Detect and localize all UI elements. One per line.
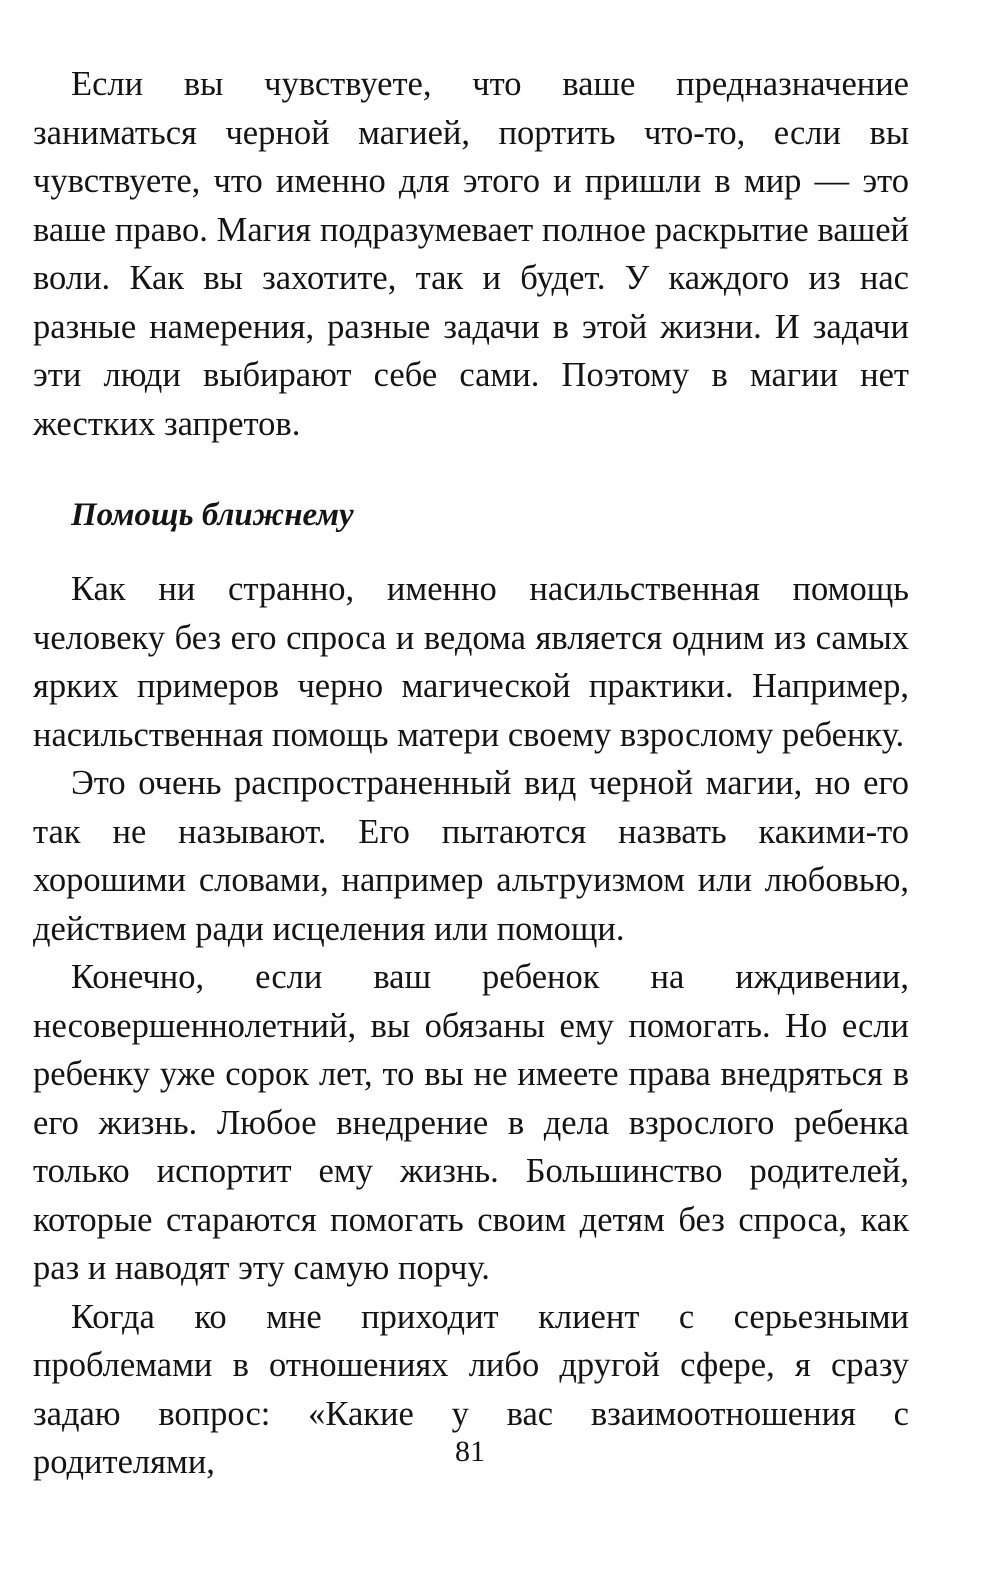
paragraph: Когда ко мне приходит клиент с серьезными проблемами в отношениях либо другой сфере, я сразу задаю вопрос: «Какие у вас взаимоотношения с родителями, bbox=[33, 1297, 909, 1481]
page-number: 81 bbox=[455, 1435, 485, 1468]
paragraph: Это очень распространенный вид черной магии, но его так не называют. Его пытаются назвать какими-то хорошими словами, например альтруизмом или любовью, действием ради исцеления или помощи. bbox=[33, 764, 909, 948]
paragraph: Конечно, если ваш ребенок на иждивении, несовершеннолетний, вы обязаны ему помогать. Но если ребенку уже сорок лет, то вы не имеете права внедряться в его жизнь. Любое внедрение в дела взрослого ребенка только испортит ему жизнь. Большинство родителей, которые стараются помогать своим детям без спроса, как раз и наводят эту самую порчу. bbox=[33, 958, 909, 1287]
section-heading: Помощь ближнему bbox=[71, 497, 354, 533]
page-body bbox=[33, 60, 909, 1487]
paragraph-intro: Если вы чувствуете, что ваше предназначение заниматься черной магией, портить что-то, если вы чувствуете, что именно для этого и пришли в мир — это ваше право. Магия подразумевает полное раскрытие вашей воли. Как вы захотите, так и будет. У каждого из нас разные намерения, разные задачи в этой жизни. И задачи эти люди выбирают себе сами. Поэтому в магии нет жестких запретов. bbox=[33, 65, 909, 443]
paragraph: Как ни странно, именно насильственная помощь человеку без его спроса и ведома является одним из самых ярких примеров черно магической практики. Например, насильственная помощь матери своему взрослому ребенку. bbox=[33, 570, 909, 754]
